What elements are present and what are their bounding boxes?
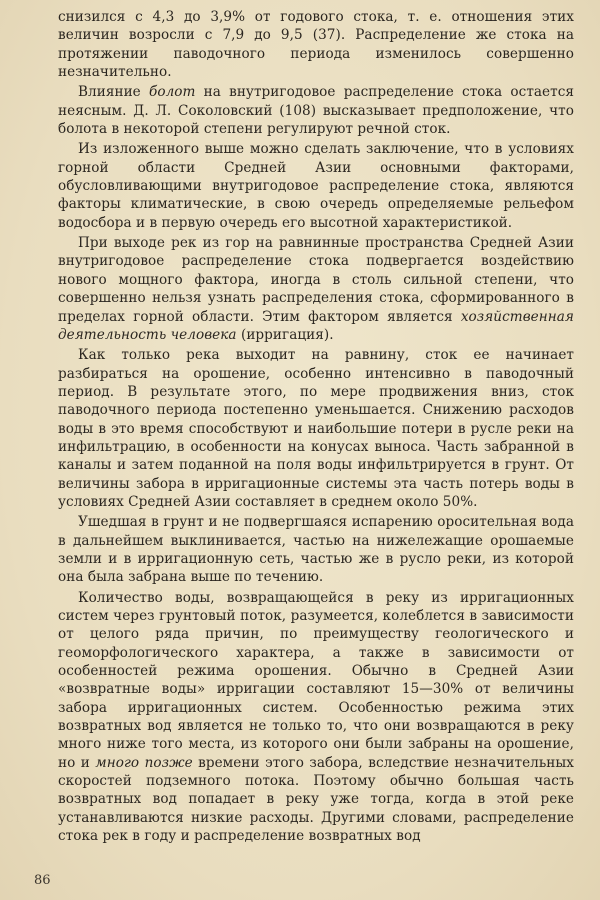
paragraph-text: Влияние	[78, 84, 149, 101]
paragraph-text: Как только река выходит на равнину, сток ее начинает разбираться на орошение, особенно интенсивно в паводочный период. В результате этого, по мере продвижения вниз, сток паводочного периода постепенно уменьшается. Снижению расходов воды в это время способствуют и наибольшие потери в русле реки на инфильтрацию, в особенности на конусах выноса. Часть забранной в каналы и затем поданной на поля воды инфильтрируется в грунт. От величины забора в ирригационные системы эта часть потерь воды в условиях Средней Азии составляет в среднем около 50%.	[58, 347, 574, 510]
paragraph-3	[58, 140, 574, 232]
paragraph-text: снизился с 4,3 до 3,9% от годового стока, т. е. отношения этих величин возросли с 7,9 до 9,5 (37). Распределение же стока на протяжении паводочного периода изменилось совершенно незначительно.	[58, 9, 574, 81]
paragraph-text: Количество воды, возвращающейся в реку из ирригационных систем через грунтовый поток, разумеется, колеблется в зависимости от целого ряда причин, по преимуществу геологического и геоморфологического характера, а также в зависимости от особенностей режима орошения. Обычно в Средней Азии «возвратные воды» ирригации составляют 15—30% от величины забора ирригационных систем. Особенностью режима этих возвратных вод является не только то, что они возвращаются в реку много ниже того места, из которого они были забраны на орошение, но и	[58, 589, 574, 771]
paragraph-text: (ирригация).	[236, 326, 334, 343]
paragraph-text: на внутригодовое распределение стока остается неясным. Д. Л. Соколовский (108) высказывает предположение, что болота в некоторой степени регулируют речной сток.	[58, 84, 574, 138]
italic-term: болот	[148, 84, 196, 101]
paragraph-1	[58, 8, 574, 81]
italic-term: много позже	[95, 754, 193, 771]
paragraph-text: Ушедшая в грунт и не подвергшаяся испарению оросительная вода в дальнейшем выклинивается, частью на нижележащие орошаемые земли и в ирригационную сеть, частью же в русло реки, из которой она была забрана выше по течению.	[58, 514, 574, 586]
page-number: 86	[34, 873, 51, 888]
body-text	[58, 8, 574, 847]
paragraph-5	[58, 346, 574, 511]
paragraph-2	[58, 83, 574, 138]
paragraph-4	[58, 234, 574, 344]
paragraph-text: времени этого забора, вследствие незначительных скоростей подземного потока. Поэтому обычно большая часть возвратных вод попадает в реку уже тогда, когда в этой реке устанавливаются низкие расходы. Другими словами, распределение стока рек в году и распределение возвратных вод	[58, 754, 574, 845]
italic-term: хозяйственная деятельность человека	[58, 308, 574, 343]
paragraph-6	[58, 513, 574, 586]
paragraph-7	[58, 589, 574, 846]
paragraph-text: Из изложенного выше можно сделать заключение, что в условиях горной области Средней Азии основными факторами, обусловливающими внутригодовое распределение стока, являются факторы климатические, в свою очередь определяемые рельефом водосбора и в первую очередь его высотной характеристикой.	[58, 141, 574, 231]
paragraph-text: При выходе рек из гор на равнинные пространства Средней Азии внутригодовое распределение стока подвергается воздействию нового мощного фактора, иногда в столь сильной степени, что совершенно нельзя узнать распределения стока, сформированного в пределах горной области. Этим фактором является	[58, 235, 574, 325]
